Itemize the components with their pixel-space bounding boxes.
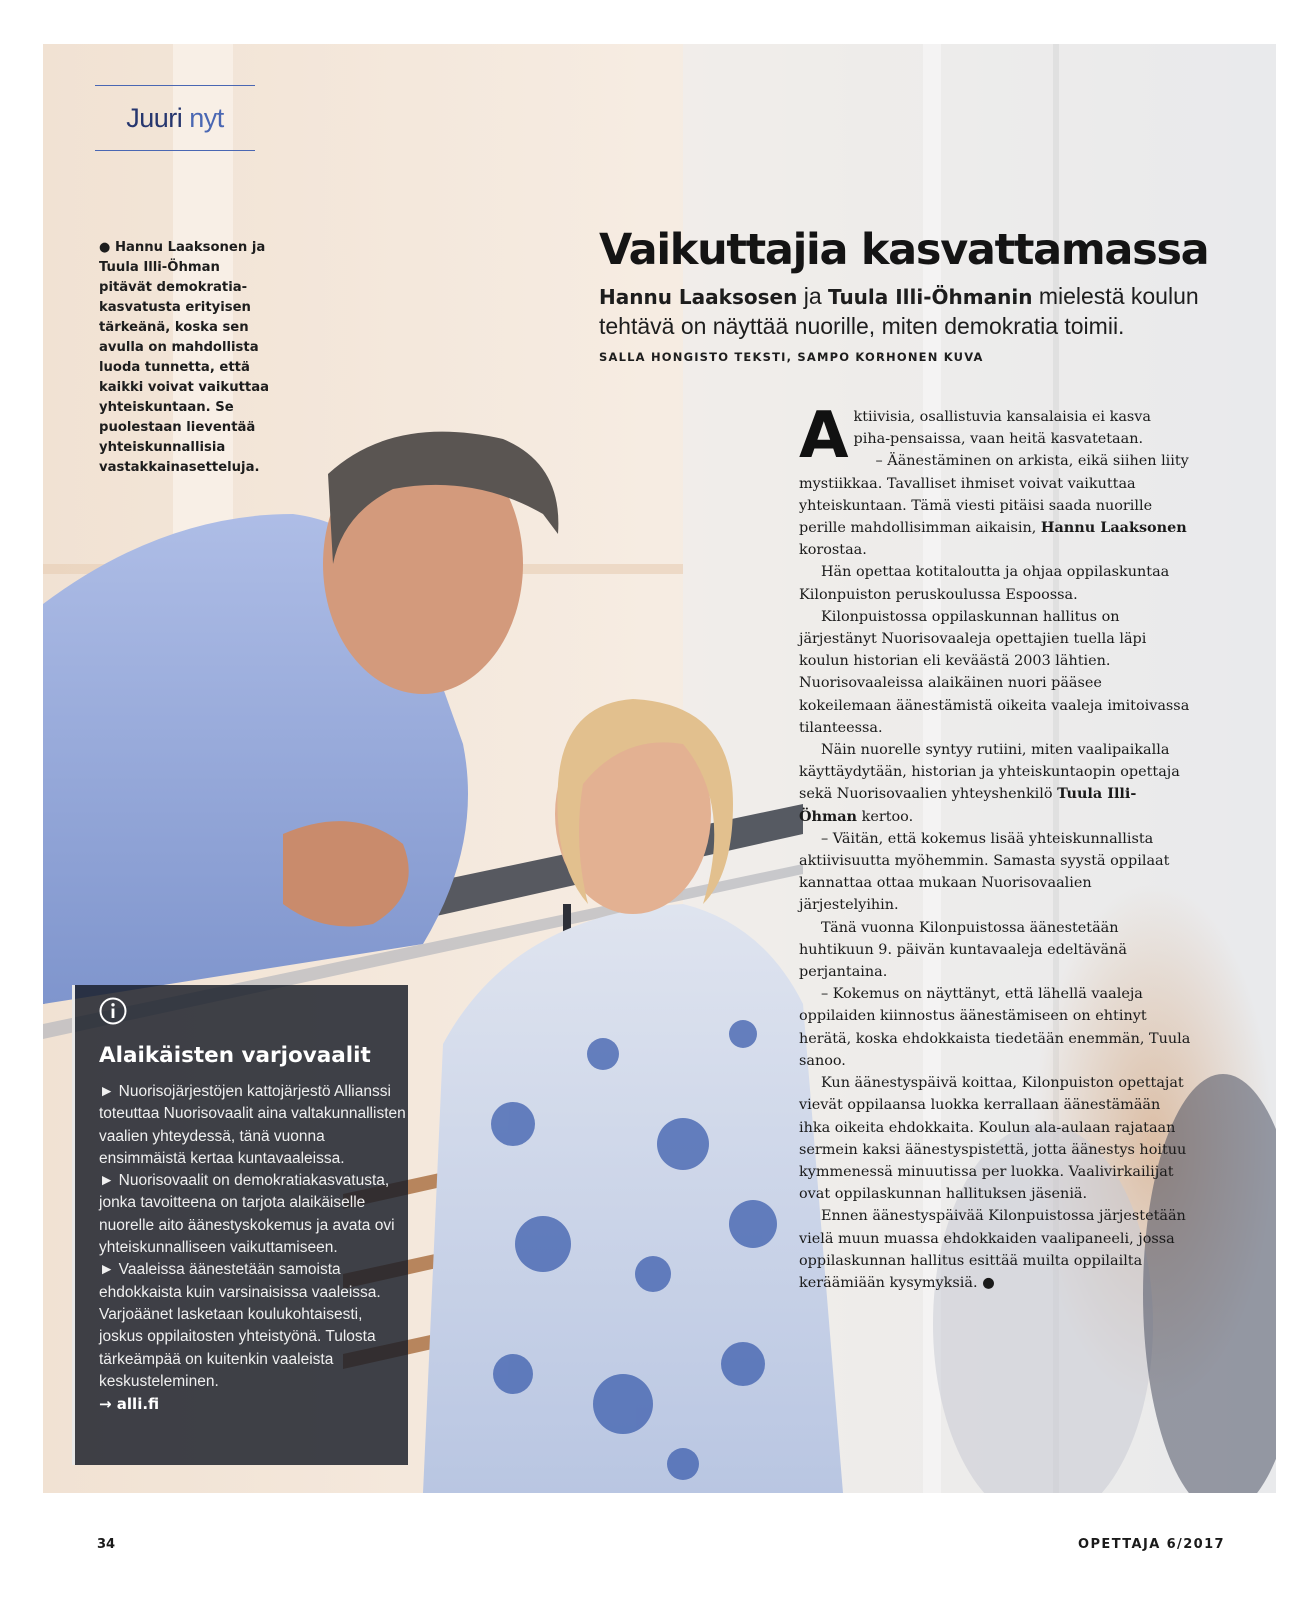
section-tag	[95, 85, 255, 151]
paragraph: – Väitän, että kokemus lisää yhteiskunnallista aktiivisuutta myöhemmin. Samasta syystä oppilaat kannattaa ottaa mukaan Nuorisovaalien järjestelyihin.	[799, 830, 1170, 914]
magazine-folio: OPETTAJA 6/2017	[1078, 1537, 1225, 1552]
info-box-list	[99, 1081, 409, 1416]
list-item: ► Nuorisojärjestöjen kattojärjestö Allianssi toteuttaa Nuorisovaalit aina valtakunnallisten vaalien yhteydessä, tänä vuonna ensimmäistä kertaa kuntavaaleissa.	[99, 1083, 406, 1167]
deck-rest: mielestä koulun tehtävä on näyttää nuorille, miten demokratia toimii.	[599, 283, 1199, 339]
list-item: ► Vaaleissa äänestetään samoista ehdokkaista kuin varsinaisissa vaaleissa. Varjoäänet lasketaan koulukohtaisesti, joskus oppilaitosten yhteistyönä. Tulosta tärkeämpää on kuitenkin vaaleista keskusteleminen.	[99, 1261, 381, 1390]
deck-name2: Tuula Illi-Öhmanin	[828, 285, 1033, 309]
person-name: Tuula Illi-Öhman	[799, 785, 1137, 825]
caption-text: Hannu Laaksonen ja Tuula Illi-Öhman pitävät demokratia-kasvatusta erityisen tärkeänä, koska sen avulla on mahdollista luoda tunnetta, että kaikki voivat vaikuttaa yhteiskuntaan. Se puolestaan lieventää yhteiskunnallisia vastakkainasetteluja.	[99, 240, 269, 475]
deck-name1: Hannu Laaksosen	[599, 285, 798, 309]
byline: SALLA HONGISTO TEKSTI, SAMPO KORHONEN KUVA	[599, 350, 984, 364]
article-headline: Vaikuttajia kasvattamassa	[599, 225, 1209, 275]
deck-conj: ja	[803, 283, 822, 309]
paragraph: – Äänestäminen on arkista, eikä siihen liity mystiikkaa. Tavalliset ihmiset voivat vaikuttaa yhteiskuntaan. Tämä viesti pitäisi saada nuorille perille mahdollisimman aikaisin, Hannu Laaksonen korostaa.	[799, 453, 1189, 559]
info-box	[72, 985, 408, 1465]
info-icon	[99, 997, 127, 1025]
info-box-title: Alaikäisten varjovaalit	[99, 1043, 371, 1068]
paragraph: Ennen äänestyspäivää Kilonpuistossa järjestetään vielä muun muassa ehdokkaiden vaalipaneeli, jossa oppilaskunnan hallitus esittää muilta oppilailta keräämiään kysymyksiä. ●	[799, 1208, 1186, 1291]
page-number: 34	[97, 1537, 116, 1552]
photo-caption	[99, 238, 277, 478]
end-mark-icon: ●	[982, 1274, 995, 1291]
person-name: Hannu Laaksonen	[1040, 519, 1187, 537]
section-tag-part1: Juuri	[126, 103, 183, 133]
paragraph: Tänä vuonna Kilonpuistossa äänestetään huhtikuun 9. päivän kuntavaaleja edeltävänä perjantaina.	[799, 919, 1127, 981]
list-item: ► Nuorisovaalit on demokratiakasvatusta, jonka tavoitteena on tarjota alaikäiselle nuorelle aito äänestyskokemus ja avata ovi yhteiskunnalliseen vaikuttamiseen.	[99, 1172, 395, 1257]
paragraph: Kun äänestyspäivä koittaa, Kilonpuiston opettajat vievät oppilaansa luokka kerrallaan äänestämään ihka oikeita ehdokkaita. Koulun ala-aulaan rajataan sermein kaksi äänestyspistettä, jotta äänestys hoituu kymmenessä minuutissa per luokka. Vaalivirkailijat ovat oppilaskunnan hallituksen jäseniä.	[799, 1075, 1187, 1203]
paragraph: – Kokemus on näyttänyt, että lähellä vaaleja oppilaiden kiinnostus äänestämiseen on ehtinyt herätä, koska ehdokkaista tiedetään enemmän, Tuula sanoo.	[799, 986, 1191, 1069]
paragraph: Näin nuorelle syntyy rutiini, miten vaalipaikalla käyttäydytään, historian ja yhteiskuntaopin opettaja sekä Nuorisovaalien yhteyshenkilö Tuula Illi-Öhman kertoo.	[799, 742, 1180, 825]
paragraph: Aktiivisia, osallistuvia kansalaisia ei kasva piha-pensaissa, vaan heitä kasvatetaan.	[799, 399, 1151, 473]
section-tag-part2: nyt	[189, 103, 224, 133]
alli-link[interactable]: → alli.fi	[99, 1395, 160, 1414]
article-deck	[599, 282, 1219, 341]
paragraph: Kilonpuistossa oppilaskunnan hallitus on järjestänyt Nuorisovaaleja opettajien tuella läpi koulun historian eli keväästä 2003 lähtien. Nuorisovaaleissa alaikäinen nuori pääsee kokeilemaan äänestämistä oikeita vaaleja imitoivassa tilanteessa.	[799, 608, 1190, 736]
paragraph: Hän opettaa kotitaloutta ja ohjaa oppilaskuntaa Kilonpuiston peruskoulussa Espoossa.	[799, 564, 1170, 603]
article-body	[799, 399, 1191, 1294]
bullet-icon: ●	[99, 240, 111, 255]
drop-cap: A	[799, 399, 849, 473]
